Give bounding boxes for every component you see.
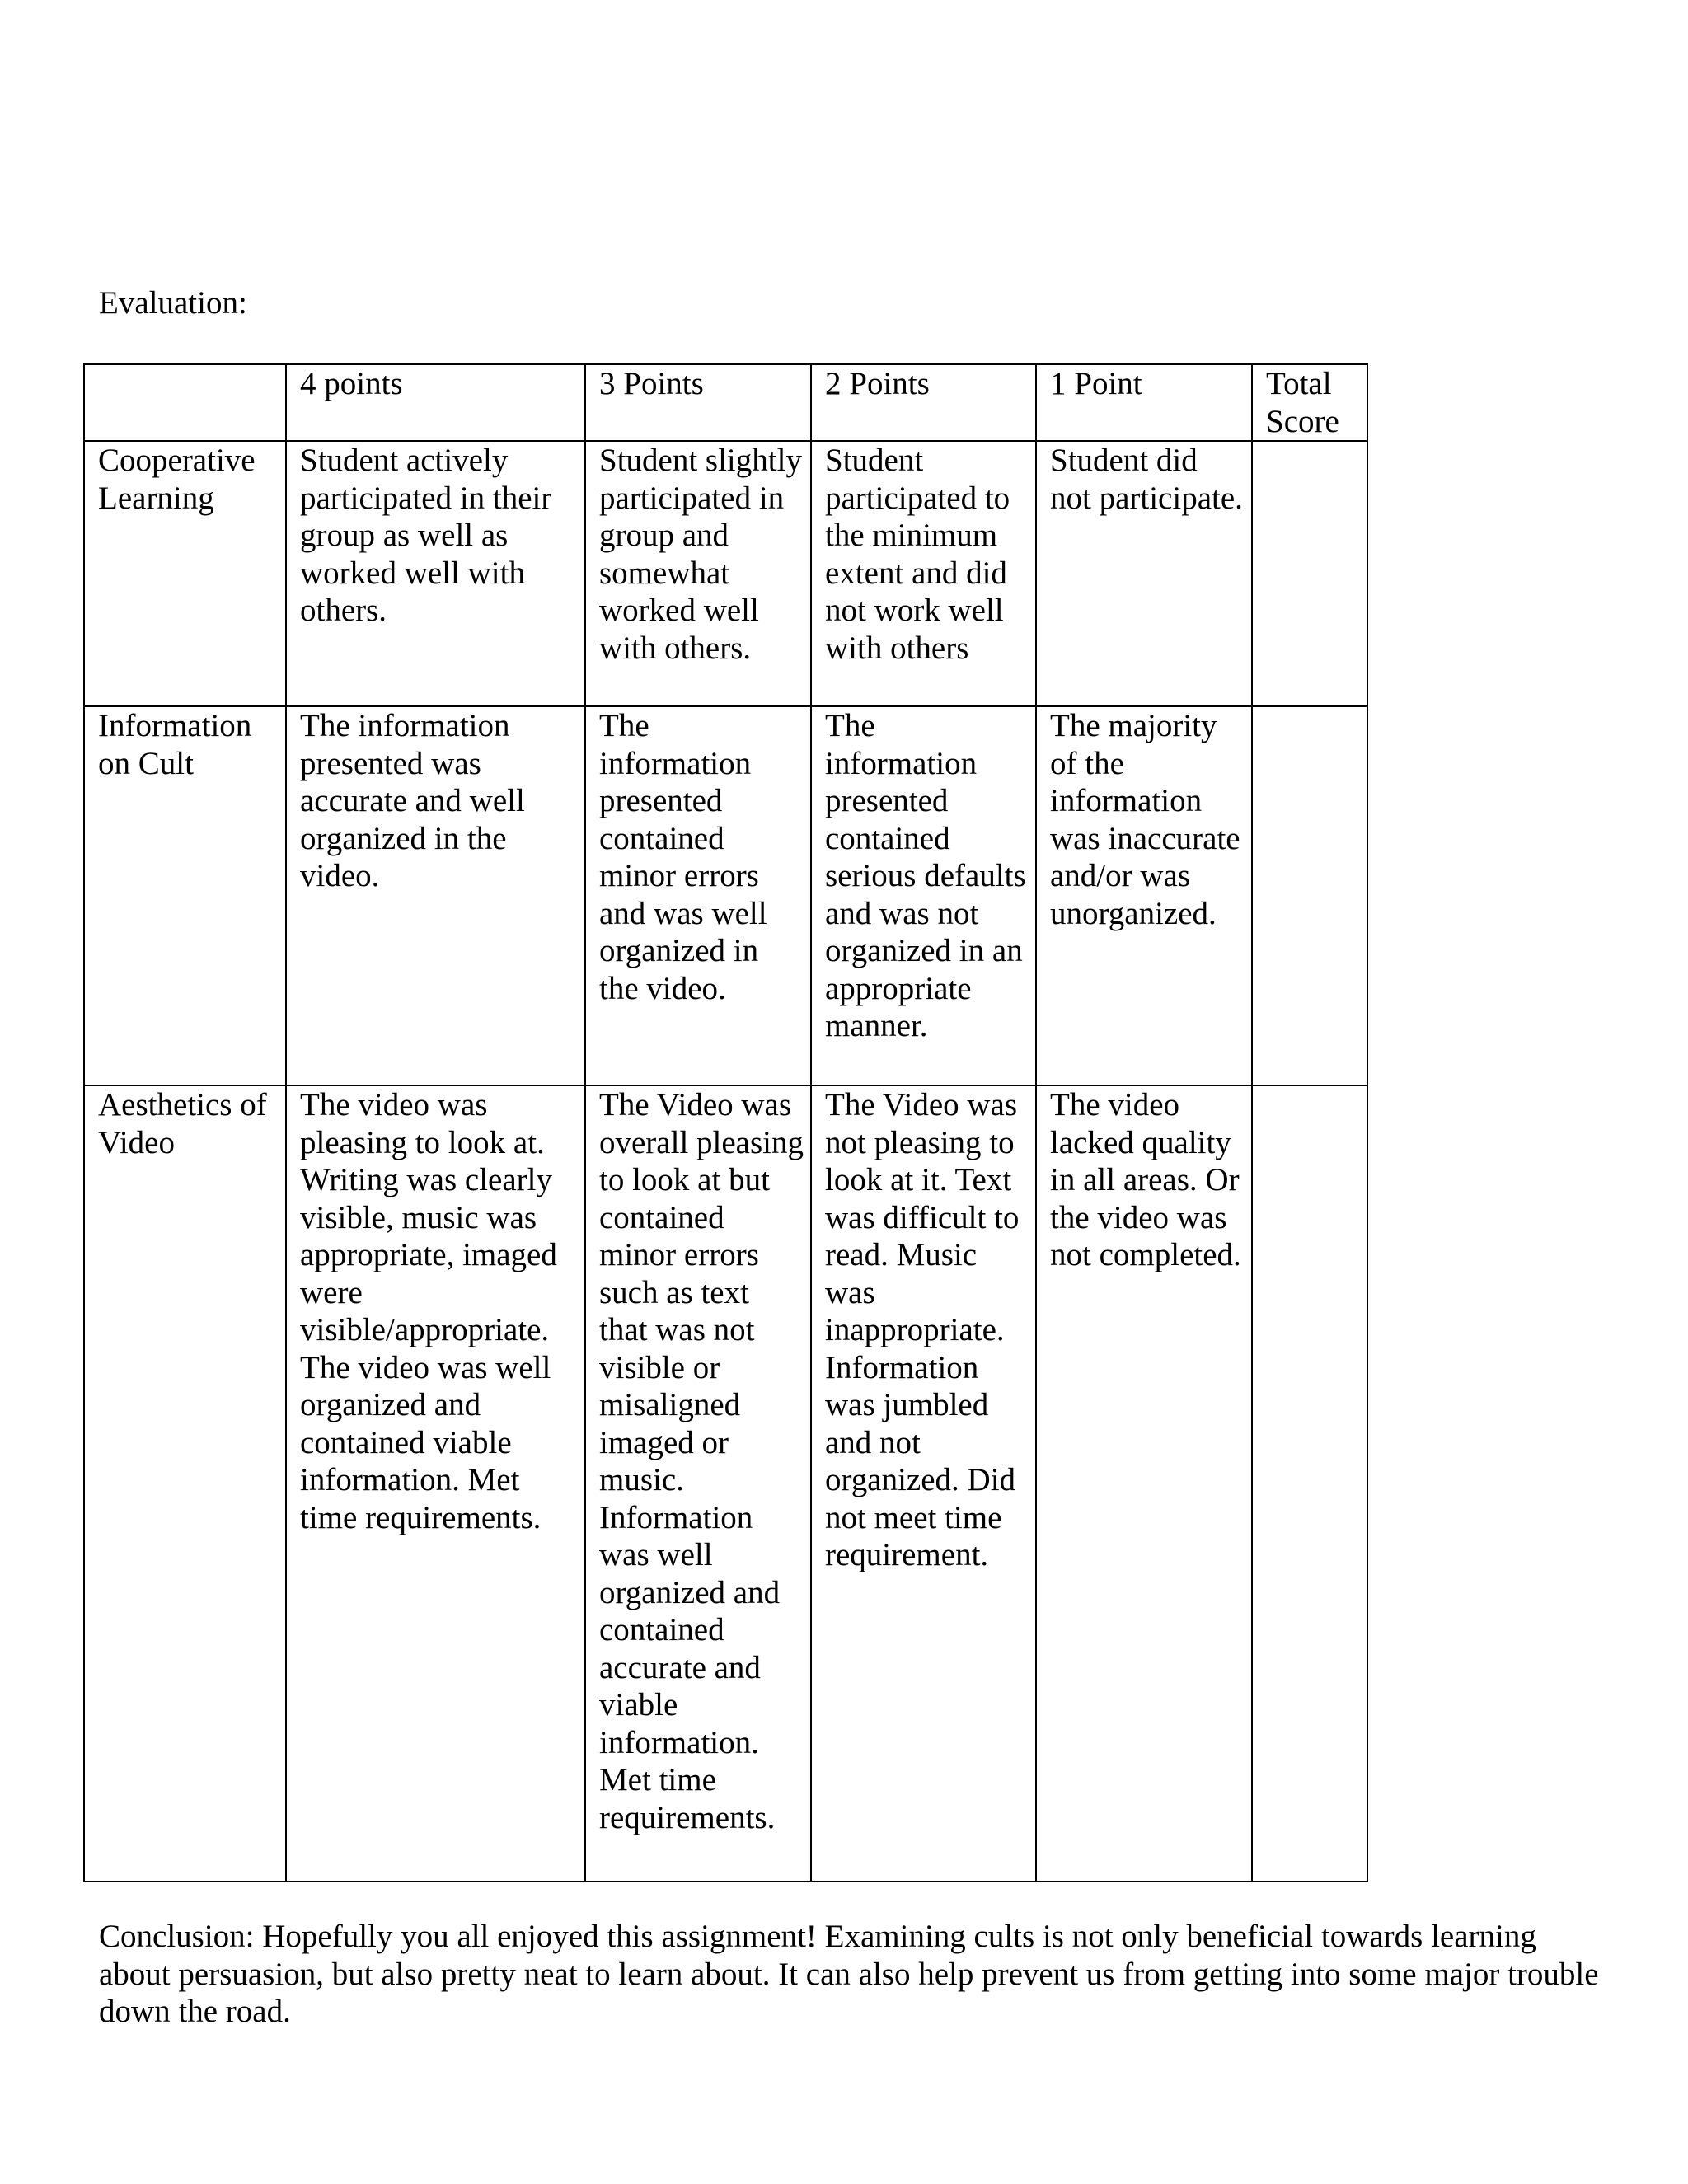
score-3-cell: Student slightly participated in group and somewhat worked well with others. [585,441,811,706]
rubric-row-cooperative-learning [84,441,1367,706]
rubric-row-information-on-cult [84,706,1367,1085]
total-score-cell [1252,1085,1367,1882]
total-score-cell [1252,706,1367,1085]
criterion-cell: Aesthetics of Video [84,1085,286,1882]
total-score-cell [1252,441,1367,706]
conclusion-paragraph: Conclusion: Hopefully you all enjoyed this assignment! Examining cults is not only beneficial towards learning about persuasion, but also pretty neat to learn about. It can also help prevent us from getting into some major trouble down the road. [99,1919,1599,2029]
score-4-cell: The information presented was accurate and well organized in the video. [286,706,585,1085]
criterion-cell: Cooperative Learning [84,441,286,706]
criterion-cell: Information on Cult [84,706,286,1085]
header-1-point: 1 Point [1036,364,1252,441]
section-heading: Evaluation: [99,285,247,321]
score-1-cell: The majority of the information was inaccurate and/or was unorganized. [1036,706,1252,1085]
score-3-cell: The Video was overall pleasing to look at but contained minor errors such as text that was not visible or misaligned imaged or music. Information was well organized and contained accurate and viable information. Met time requirements. [585,1085,811,1882]
score-4-cell: Student actively participated in their group as well as worked well with others. [286,441,585,706]
header-4-points: 4 points [286,364,585,441]
evaluation-rubric-table [83,363,1368,1882]
score-1-cell: The video lacked quality in all areas. Or the video was not completed. [1036,1085,1252,1882]
header-total-score: Total Score [1252,364,1367,441]
score-2-cell: Student participated to the minimum extent and did not work well with others [811,441,1036,706]
score-3-cell: The information presented contained minor errors and was well organized in the video. [585,706,811,1085]
score-2-cell: The Video was not pleasing to look at it. Text was difficult to read. Music was inappropriate. Information was jumbled and not organized. Did not meet time requirement. [811,1085,1036,1882]
header-corner-cell [84,364,286,441]
score-1-cell: Student did not participate. [1036,441,1252,706]
header-2-points: 2 Points [811,364,1036,441]
score-2-cell: The information presented contained serious defaults and was not organized in an appropriate manner. [811,706,1036,1085]
rubric-row-aesthetics-of-video [84,1085,1367,1882]
score-4-cell: The video was pleasing to look at. Writing was clearly visible, music was appropriate, imaged were visible/appropriate. The video was well organized and contained viable information. Met time requirements. [286,1085,585,1882]
rubric-header-row [84,364,1367,441]
header-3-points: 3 Points [585,364,811,441]
